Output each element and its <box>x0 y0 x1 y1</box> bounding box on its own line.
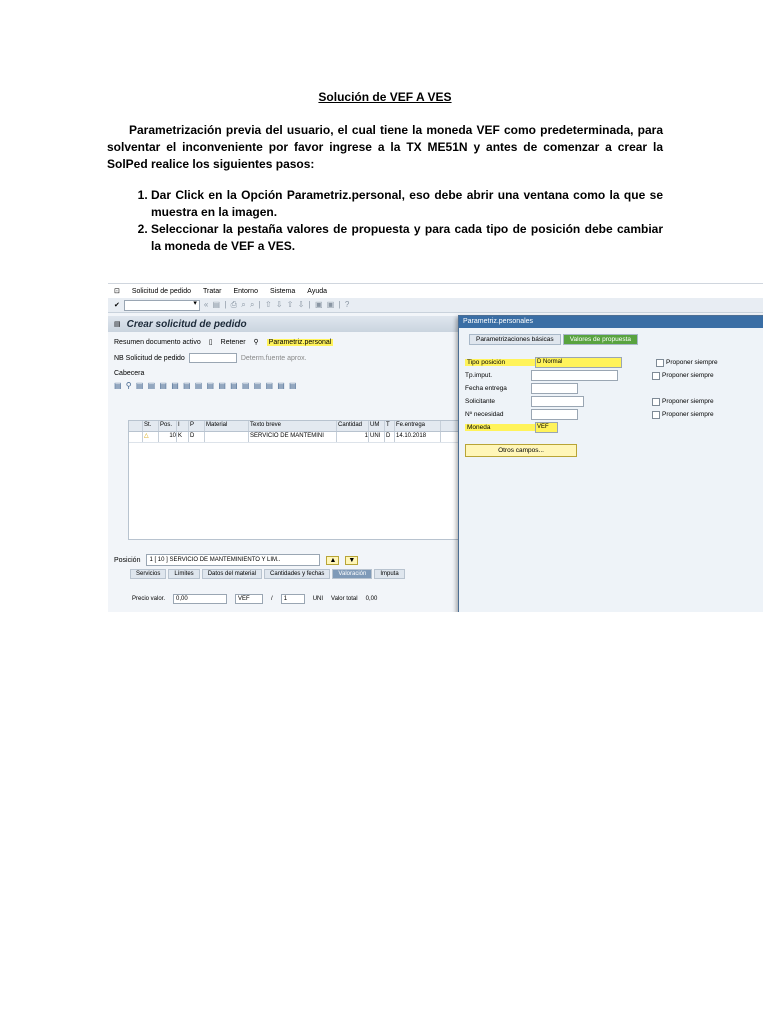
menu-solicitud[interactable]: Solicitud de pedido <box>131 287 192 295</box>
tipo-posicion-label: Tipo posición <box>465 359 535 366</box>
screen-title: Crear solicitud de pedido <box>126 318 247 330</box>
document-body <box>107 90 663 255</box>
um-label: UNI <box>312 596 324 602</box>
parametriz-button[interactable]: Parametriz.personal <box>268 338 332 346</box>
total-label: Valor total <box>331 596 358 602</box>
menu-icon: ⊡ <box>114 288 120 295</box>
proponer-checkbox-3[interactable]: Proponer siempre <box>652 398 714 406</box>
cell-um[interactable]: UNI <box>369 432 385 442</box>
sap-screenshot <box>108 283 763 612</box>
field-row-tipo-posicion <box>465 356 763 369</box>
tp-imput-select[interactable] <box>531 370 618 381</box>
cell-texto[interactable]: SERVICIO DE MANTEMINI <box>249 432 337 442</box>
posicion-select[interactable]: 1 [ 10 ] SERVICIO DE MANTEMINIENTO Y LIM.. <box>146 554 320 566</box>
doc-title: Solución de VEF A VES <box>318 90 452 104</box>
necesidad-label: Nº necesidad <box>465 411 504 418</box>
solicitante-label: Solicitante <box>465 398 495 405</box>
popup-tabs <box>469 334 763 345</box>
cell-p[interactable]: D <box>189 432 205 442</box>
step-1: 1. Dar Click en la Opción Parametriz.personal, eso debe abrir una ventana como la que se muestra en la imagen. <box>151 187 663 221</box>
field-row-moneda <box>465 421 763 434</box>
col-pos[interactable]: Pos. <box>159 421 177 431</box>
fecha-entrega-field[interactable] <box>531 383 578 394</box>
cell-fe-entrega[interactable]: 14.10.2018 <box>395 432 441 442</box>
tab-valoracion[interactable]: Valoración <box>332 569 372 579</box>
tipo-posicion-select[interactable]: D Normal <box>535 357 622 368</box>
col-i[interactable]: I <box>177 421 189 431</box>
screen-icon: ▤ <box>114 321 121 328</box>
sap-toolbar <box>108 298 763 313</box>
grid-header <box>129 421 459 432</box>
col-texto[interactable]: Texto breve <box>249 421 337 431</box>
cantidad-field[interactable]: 1 <box>281 594 305 604</box>
doc-icon[interactable]: ▯ <box>208 339 213 346</box>
popup-title: Parametriz.personales <box>459 316 763 328</box>
menu-ayuda[interactable]: Ayuda <box>307 287 328 295</box>
determ-checkbox[interactable]: Determ.fuente aprox. <box>240 354 307 362</box>
necesidad-field[interactable] <box>531 409 578 420</box>
moneda-label: Moneda <box>465 424 535 431</box>
col-fe-entrega[interactable]: Fe.entrega <box>395 421 441 431</box>
moneda-field-popup[interactable]: VEF <box>535 422 558 433</box>
col-st[interactable]: St. <box>143 421 159 431</box>
popup-fields <box>465 356 763 457</box>
cabecera-toggle[interactable]: Cabecera <box>114 369 145 377</box>
row-sel <box>129 432 143 442</box>
cell-t[interactable]: D <box>385 432 395 442</box>
col-t[interactable]: T <box>385 421 395 431</box>
tab-limites[interactable]: Límites <box>168 569 199 579</box>
por-label: / <box>271 596 273 602</box>
item-tabs <box>130 569 405 579</box>
precio-field[interactable]: 0,00 <box>173 594 227 604</box>
tab-parametrizaciones-basicas[interactable]: Parametrizaciones básicas <box>469 334 561 345</box>
tab-servicios[interactable]: Servicios <box>130 569 166 579</box>
precio-label: Precio valor. <box>132 596 166 602</box>
col-sel[interactable] <box>129 421 143 431</box>
doc-paragraph: Parametrización previa del usuario, el cual tiene la moneda VEF como predeterminada, para solventar el inconveniente por favor ingrese a la TX ME51N y antes de comenzar a crear la SolPed realice los siguientes pasos: <box>107 123 663 171</box>
items-grid <box>128 420 460 540</box>
doc-type-select[interactable]: NB Solicitud de pedido <box>114 354 185 362</box>
doc-number-field[interactable] <box>189 353 237 363</box>
toolbar-icons[interactable]: « ▤ | ⎙ ⌕ ⌕ | ⇧ ⇩ ⇧ ⇩ | ▣ ▣ | ? <box>203 300 351 309</box>
glasses-icon[interactable]: ⚲ <box>253 339 259 346</box>
proponer-checkbox-1[interactable]: Proponer siempre <box>656 359 718 367</box>
tp-imput-label: Tp.imput. <box>465 372 493 379</box>
table-row[interactable] <box>129 432 459 443</box>
total-value: 0,00 <box>365 596 378 602</box>
otros-campos-button[interactable]: Otros campos... <box>465 444 577 457</box>
field-row-solicitante <box>465 395 763 408</box>
moneda-field[interactable]: VEF <box>235 594 263 604</box>
parametriz-popup <box>458 315 763 612</box>
command-field[interactable] <box>124 300 200 311</box>
solicitante-field[interactable] <box>531 396 584 407</box>
arrow-up-icon[interactable]: ▲ <box>326 556 339 565</box>
field-row-fecha-entrega <box>465 382 763 395</box>
valoracion-row <box>132 594 377 604</box>
cell-cantidad[interactable]: 1 <box>337 432 369 442</box>
posicion-row <box>114 554 358 566</box>
cell-i[interactable]: K <box>177 432 189 442</box>
resumen-button[interactable]: Resumen documento activo <box>114 338 201 346</box>
col-um[interactable]: UM <box>369 421 385 431</box>
cell-material[interactable] <box>205 432 249 442</box>
step-2: 2. Seleccionar la pestaña valores de propuesta y para cada tipo de posición debe cambiar la moneda de VEF a VES. <box>151 221 663 255</box>
col-material[interactable]: Material <box>205 421 249 431</box>
fecha-entrega-label: Fecha entrega <box>465 385 507 392</box>
tab-imputa[interactable]: Imputa <box>374 569 404 579</box>
steps-list <box>107 187 663 255</box>
proponer-checkbox-2[interactable]: Proponer siempre <box>652 372 714 380</box>
menu-sistema[interactable]: Sistema <box>269 287 296 295</box>
retener-button[interactable]: Retener <box>220 338 246 346</box>
tab-cantidades[interactable]: Cantidades y fechas <box>264 569 330 579</box>
warning-icon: △ <box>143 432 159 442</box>
field-row-necesidad <box>465 408 763 421</box>
col-cantidad[interactable]: Cantidad <box>337 421 369 431</box>
grid-toolbar[interactable]: ▤ ⚲ ▤ ▤ ▤ ▤ ▤ ▤ ▤ ▤ ▤ ▤ ▤ ▤ ▤ ▤ <box>114 381 298 390</box>
col-p[interactable]: P <box>189 421 205 431</box>
tab-datos-material[interactable]: Datos del material <box>202 569 262 579</box>
menu-tratar[interactable]: Tratar <box>203 287 222 295</box>
arrow-down-icon[interactable]: ▼ <box>345 556 358 565</box>
tab-valores-propuesta[interactable]: Valores de propuesta <box>563 334 638 345</box>
cell-pos[interactable]: 10 <box>159 432 177 442</box>
sap-menubar <box>108 284 763 298</box>
field-row-tp-imput <box>465 369 763 382</box>
enter-icon[interactable]: ✔ <box>114 302 120 309</box>
proponer-checkbox-4[interactable]: Proponer siempre <box>652 411 714 419</box>
posicion-label: Posición <box>114 556 141 564</box>
menu-entorno[interactable]: Entorno <box>233 287 258 295</box>
